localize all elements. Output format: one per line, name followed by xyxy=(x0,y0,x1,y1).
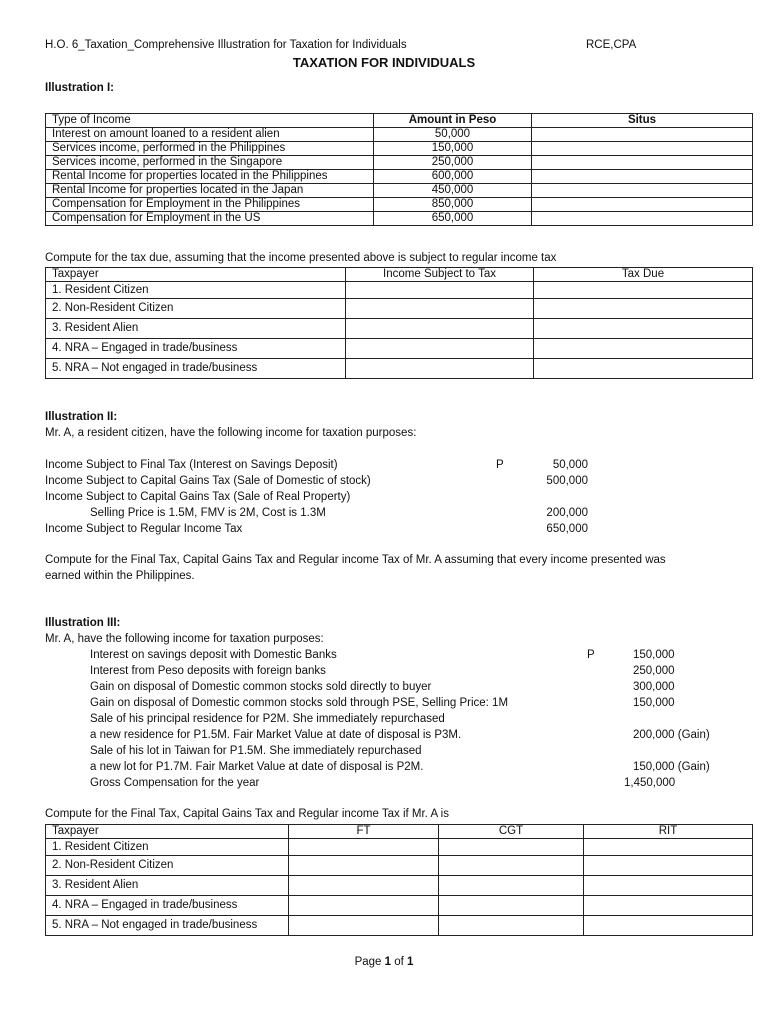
table-row xyxy=(46,319,753,339)
table-row xyxy=(46,170,753,184)
taxpayer-cell: 4. NRA – Engaged in trade/business xyxy=(46,339,346,359)
cgt-cell[interactable] xyxy=(439,876,584,896)
amount-cell: 650,000 xyxy=(374,212,532,226)
income-subject-cell[interactable] xyxy=(346,359,534,379)
table-row xyxy=(46,339,753,359)
situs-cell[interactable] xyxy=(532,156,753,170)
income-item-amount: 300,000 xyxy=(633,681,675,693)
income-item-amount: 1,450,000 xyxy=(624,777,676,789)
ft-cgt-rit-table xyxy=(45,824,753,936)
income-item-label: Gain on disposal of Domestic common stocks sold directly to buyer xyxy=(90,681,432,693)
tax-due-cell[interactable] xyxy=(534,359,753,379)
table-row xyxy=(46,142,753,156)
table-header-row xyxy=(46,114,753,128)
taxpayer-cell: 1. Resident Citizen xyxy=(46,282,346,299)
table-row xyxy=(46,156,753,170)
table-row xyxy=(46,359,753,379)
income-item-label: a new lot for P1.7M. Fair Market Value at date of disposal is P2M. xyxy=(90,761,424,773)
tax-due-cell[interactable] xyxy=(534,282,753,299)
illustration-2-intro: Mr. A, a resident citizen, have the following income for taxation purposes: xyxy=(45,427,417,439)
income-item-amount: 150,000 (Gain) xyxy=(633,761,710,773)
amount-cell: 450,000 xyxy=(374,184,532,198)
income-item-label: Sale of his principal residence for P2M. She immediately repurchased xyxy=(90,713,445,725)
ft-cell[interactable] xyxy=(289,896,439,916)
illustration-2-heading: Illustration II: xyxy=(45,411,118,423)
page-number xyxy=(0,956,768,968)
currency-symbol: P xyxy=(496,459,504,471)
rit-cell[interactable] xyxy=(584,839,753,856)
income-subject-cell[interactable] xyxy=(346,282,534,299)
illustration-2-instruction-cont: earned within the Philippines. xyxy=(45,570,195,582)
income-type-cell: Compensation for Employment in the US xyxy=(46,212,374,226)
situs-cell[interactable] xyxy=(532,198,753,212)
illustration-1-instruction: Compute for the tax due, assuming that the income presented above is subject to regular income tax xyxy=(45,252,557,264)
ft-cell[interactable] xyxy=(289,876,439,896)
header-situs: Situs xyxy=(532,114,753,128)
income-subject-cell[interactable] xyxy=(346,299,534,319)
taxpayer-cell: 3. Resident Alien xyxy=(46,319,346,339)
header-type-of-income: Type of Income xyxy=(46,114,374,128)
situs-cell[interactable] xyxy=(532,184,753,198)
cgt-cell[interactable] xyxy=(439,839,584,856)
table-row xyxy=(46,856,753,876)
header-tax-due: Tax Due xyxy=(534,268,753,282)
table-row xyxy=(46,876,753,896)
cgt-cell[interactable] xyxy=(439,896,584,916)
amount-cell: 250,000 xyxy=(374,156,532,170)
income-item-label: a new residence for P1.5M. Fair Market Value at date of disposal is P3M. xyxy=(90,729,462,741)
tax-due-table xyxy=(45,267,753,379)
rit-cell[interactable] xyxy=(584,876,753,896)
document-header-right: RCE,CPA xyxy=(586,39,637,51)
ft-cell[interactable] xyxy=(289,839,439,856)
income-item-label: Sale of his lot in Taiwan for P1.5M. She immediately repurchased xyxy=(90,745,422,757)
taxpayer-cell: 5. NRA – Not engaged in trade/business xyxy=(46,359,346,379)
income-item-label: Income Subject to Capital Gains Tax (Sale of Domestic of stock) xyxy=(45,475,371,487)
header-taxpayer: Taxpayer xyxy=(46,268,346,282)
rit-cell[interactable] xyxy=(584,856,753,876)
page-current: 1 xyxy=(384,956,392,968)
amount-cell: 50,000 xyxy=(374,128,532,142)
header-ft: FT xyxy=(289,825,439,839)
income-item-amount: 500,000 xyxy=(546,475,588,487)
situs-cell[interactable] xyxy=(532,170,753,184)
table-header-row xyxy=(46,825,753,839)
table-row xyxy=(46,128,753,142)
income-item-label: Income Subject to Final Tax (Interest on Savings Deposit) xyxy=(45,459,338,471)
table-row xyxy=(46,212,753,226)
income-item-amount: 150,000 xyxy=(633,697,675,709)
income-type-cell: Interest on amount loaned to a resident alien xyxy=(46,128,374,142)
table-row xyxy=(46,916,753,936)
income-item-label: Gain on disposal of Domestic common stocks sold through PSE, Selling Price: 1M xyxy=(90,697,509,709)
income-item-label: Interest from Peso deposits with foreign banks xyxy=(90,665,326,677)
illustration-3-intro: Mr. A, have the following income for taxation purposes: xyxy=(45,633,324,645)
income-item-amount: 200,000 (Gain) xyxy=(633,729,710,741)
taxpayer-cell: 2. Non-Resident Citizen xyxy=(46,856,289,876)
tax-due-cell[interactable] xyxy=(534,319,753,339)
header-rit: RIT xyxy=(584,825,753,839)
amount-cell: 600,000 xyxy=(374,170,532,184)
income-item-label: Income Subject to Regular Income Tax xyxy=(45,523,243,535)
taxpayer-cell: 3. Resident Alien xyxy=(46,876,289,896)
income-item-label: Income Subject to Capital Gains Tax (Sale of Real Property) xyxy=(45,491,351,503)
income-item-amount: 250,000 xyxy=(633,665,675,677)
cgt-cell[interactable] xyxy=(439,856,584,876)
income-type-cell: Rental Income for properties located in the Japan xyxy=(46,184,374,198)
illustration-3-heading: Illustration III: xyxy=(45,617,121,629)
ft-cell[interactable] xyxy=(289,856,439,876)
income-item-label: Interest on savings deposit with Domestic Banks xyxy=(90,649,337,661)
page-prefix: Page xyxy=(354,956,385,968)
income-subject-cell[interactable] xyxy=(346,319,534,339)
table-row xyxy=(46,839,753,856)
document-header-left: H.O. 6_Taxation_Comprehensive Illustration for Taxation for Individuals xyxy=(45,39,407,51)
amount-cell: 150,000 xyxy=(374,142,532,156)
situs-cell[interactable] xyxy=(532,212,753,226)
income-type-cell: Compensation for Employment in the Philippines xyxy=(46,198,374,212)
situs-cell[interactable] xyxy=(532,142,753,156)
income-item-label: Selling Price is 1.5M, FMV is 2M, Cost is 1.3M xyxy=(90,507,326,519)
page-of: of xyxy=(391,956,408,968)
illustration-2-instruction: Compute for the Final Tax, Capital Gains Tax and Regular income Tax of Mr. A assuming that every income presented was xyxy=(45,554,666,566)
taxpayer-cell: 4. NRA – Engaged in trade/business xyxy=(46,896,289,916)
header-amount-in-peso: Amount in Peso xyxy=(374,114,532,128)
tax-due-cell[interactable] xyxy=(534,299,753,319)
table-row xyxy=(46,299,753,319)
income-type-cell: Rental Income for properties located in the Philippines xyxy=(46,170,374,184)
header-income-subject-to-tax: Income Subject to Tax xyxy=(346,268,534,282)
income-subject-cell[interactable] xyxy=(346,339,534,359)
situs-cell[interactable] xyxy=(532,128,753,142)
header-taxpayer: Taxpayer xyxy=(46,825,289,839)
income-item-amount: 650,000 xyxy=(546,523,588,535)
illustration-1-heading: Illustration I: xyxy=(45,82,114,94)
table-row xyxy=(46,184,753,198)
income-type-cell: Services income, performed in the Philippines xyxy=(46,142,374,156)
header-cgt: CGT xyxy=(439,825,584,839)
rit-cell[interactable] xyxy=(584,896,753,916)
income-situs-table xyxy=(45,113,753,226)
currency-symbol: P xyxy=(587,649,595,661)
taxpayer-cell: 5. NRA – Not engaged in trade/business xyxy=(46,916,289,936)
rit-cell[interactable] xyxy=(584,916,753,936)
illustration-3-instruction: Compute for the Final Tax, Capital Gains Tax and Regular income Tax if Mr. A is xyxy=(45,808,449,820)
income-item-amount: 200,000 xyxy=(546,507,588,519)
table-header-row xyxy=(46,268,753,282)
ft-cell[interactable] xyxy=(289,916,439,936)
table-row xyxy=(46,282,753,299)
table-row xyxy=(46,896,753,916)
amount-cell: 850,000 xyxy=(374,198,532,212)
income-item-amount: 150,000 xyxy=(633,649,675,661)
income-type-cell: Services income, performed in the Singapore xyxy=(46,156,374,170)
income-item-label: Gross Compensation for the year xyxy=(90,777,260,789)
taxpayer-cell: 2. Non-Resident Citizen xyxy=(46,299,346,319)
table-row xyxy=(46,198,753,212)
page-total: 1 xyxy=(407,956,414,968)
document-title: TAXATION FOR INDIVIDUALS xyxy=(292,55,476,70)
tax-due-cell[interactable] xyxy=(534,339,753,359)
taxpayer-cell: 1. Resident Citizen xyxy=(46,839,289,856)
income-item-amount: 50,000 xyxy=(552,459,588,471)
cgt-cell[interactable] xyxy=(439,916,584,936)
